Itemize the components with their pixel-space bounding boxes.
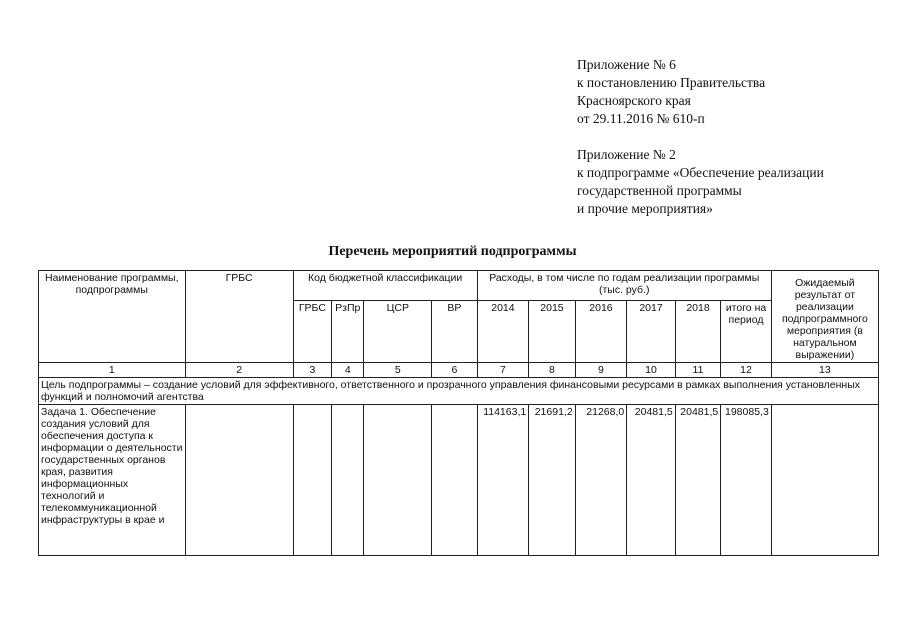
header-name: Наименование программы, подпрограммы [39,271,186,363]
goal-row [39,378,879,405]
column-number: 7 [477,363,529,378]
task-code-csr [364,405,432,556]
column-number: 2 [185,363,293,378]
task-code-rzpr [332,405,364,556]
goal-text: Цель подпрограммы – создание условий для эффективного, ответственного и прозрачного управления финансовыми ресурсами в рамках выполнения установленных функций и полномочий агентства [39,378,879,405]
column-number: 10 [627,363,676,378]
appendix-subprogram [577,146,824,218]
subheader-csr: ЦСР [364,301,432,363]
task-value-total: 198085,3 [721,405,772,556]
appendix-government-resolution [577,56,765,128]
appendix-line: и прочие мероприятия» [577,201,713,216]
subheader-vr: ВР [432,301,478,363]
task-expected-result [771,405,878,556]
task-value-2018: 20481,5 [675,405,720,556]
column-number: 5 [364,363,432,378]
appendix-line: Красноярского края [577,93,691,108]
task-code-vr [432,405,478,556]
column-number: 12 [721,363,772,378]
column-number: 11 [675,363,720,378]
column-number-row [39,363,879,378]
measures-table [38,270,879,556]
task-grbs [185,405,293,556]
column-number: 3 [293,363,331,378]
header-row [39,271,879,301]
task-value-2015: 21691,2 [529,405,575,556]
header-expected-result: Ожидаемый результат от реализации подпрограммного мероприятия (в натуральном выражении) [771,271,878,363]
subheader-2015: 2015 [529,301,575,363]
header-grbs: ГРБС [185,271,293,363]
task-row [39,405,879,556]
appendix-line: к постановлению Правительства [577,75,766,90]
task-value-2017: 20481,5 [627,405,676,556]
column-number: 13 [771,363,878,378]
appendix-line: государственной программы [577,183,742,198]
column-number: 8 [529,363,575,378]
appendix-line: Приложение № 6 [577,57,676,72]
page-title: Перечень мероприятий подпрограммы [328,244,577,259]
subheader-2016: 2016 [575,301,627,363]
subheader-2017: 2017 [627,301,676,363]
task-name: Задача 1. Обеспечение создания условий для обеспечения доступа к информации о деятельности государственных органов края, развития информационных технологий и телекоммуникационной инфраструктуры в крае и [39,405,186,556]
appendix-line: от 29.11.2016 № 610-п [577,111,705,126]
subheader-rzpr: РзПр [332,301,364,363]
column-number: 1 [39,363,186,378]
appendix-line: Приложение № 2 [577,147,676,162]
task-value-2014: 114163,1 [477,405,529,556]
task-value-2016: 21268,0 [575,405,627,556]
subheader-total: итого на период [721,301,772,363]
column-number: 6 [432,363,478,378]
header-budget-classification: Код бюджетной классификации [293,271,477,301]
subheader-2014: 2014 [477,301,529,363]
column-number: 9 [575,363,627,378]
subheader-2018: 2018 [675,301,720,363]
header-expenses: Расходы, в том числе по годам реализации программы (тыс. руб.) [477,271,771,301]
task-code-grbs [293,405,331,556]
column-number: 4 [332,363,364,378]
subheader-grbs: ГРБС [293,301,331,363]
appendix-line: к подпрограмме «Обеспечение реализации [577,165,824,180]
